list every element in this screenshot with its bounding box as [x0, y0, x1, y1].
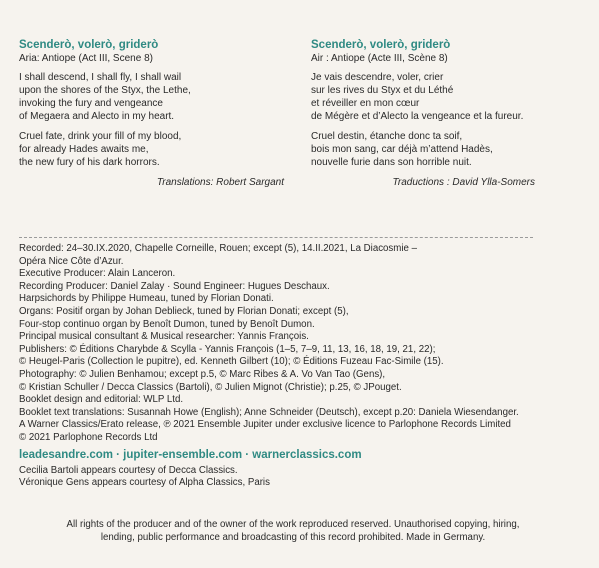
english-lyrics-column	[19, 38, 289, 189]
aria-title-french: Scenderò, volerò, griderò	[311, 39, 451, 51]
credit-line: Publishers: © Éditions Charybde & Scylla - Yannis François (1–5, 7–9, 11, 13, 16, 18, 19, 21, 22);	[19, 343, 436, 355]
translation-credit-english: Translations: Robert Sargant	[156, 177, 284, 188]
credit-line: Harpsichords by Philippe Humeau, tuned by Florian Donati.	[19, 293, 274, 305]
credit-line: Recording Producer: Daniel Zalay · Sound Engineer: Hugues Deschaux.	[19, 280, 330, 292]
lyric-line: bois mon sang, car déjà m’attend Hadès,	[311, 144, 493, 155]
rights-line: lending, public performance and broadcasting of this record prohibited. Made in Germany.	[100, 531, 486, 543]
lyric-line: upon the shores of the Styx, the Lethe,	[19, 85, 191, 96]
lyric-line: Cruel destin, étanche donc ta soif,	[311, 131, 463, 142]
credit-line: © Heugel-Paris (Collection le pupitre), ed. Kenneth Gilbert (10); © Éditions Fuzeau Fac-Simile (15).	[19, 356, 444, 368]
artist-courtesy	[19, 465, 589, 490]
lyric-line: de Mégère et d’Alecto la vengeance et la fureur.	[311, 111, 524, 122]
lyric-line: nouvelle furie dans son horrible nuit.	[311, 157, 472, 168]
lyric-line: Cruel fate, drink your fill of my blood,	[19, 131, 182, 142]
production-credits	[19, 243, 589, 490]
lyric-line: sur les rives du Styx et du Léthé	[311, 85, 454, 96]
courtesy-line: Véronique Gens appears courtesy of Alpha Classics, Paris	[19, 477, 270, 489]
website-links: leadesandre.com · jupiter-ensemble.com · warnerclassics.com	[19, 448, 362, 461]
lyric-line: the new fury of his dark horrors.	[19, 157, 160, 168]
rights-notice	[19, 519, 567, 544]
stanza-1-french	[311, 71, 581, 123]
credit-line: Four-stop continuo organ by Benoît Dumon, tuned by Benoît Dumon.	[19, 318, 315, 330]
stanza-2-english	[19, 130, 289, 169]
stanza-1-english	[19, 71, 289, 123]
aria-subtitle-french: Air : Antiope (Acte III, Scène 8)	[311, 53, 448, 64]
credit-line: Booklet design and editorial: WLP Ltd.	[19, 394, 184, 406]
credit-line: Executive Producer: Alain Lanceron.	[19, 268, 176, 280]
translation-credit-french: Traductions : David Ylla-Somers	[392, 177, 535, 188]
courtesy-line: Cecilia Bartoli appears courtesy of Decca Classics.	[19, 464, 238, 476]
section-divider	[19, 237, 533, 238]
credit-line: © Kristian Schuller / Decca Classics (Bartoli), © Julien Mignot (Christie); p.25, © JPouget.	[19, 381, 402, 393]
credit-line: Opéra Nice Côte d’Azur.	[19, 255, 124, 267]
lyric-line: I shall descend, I shall fly, I shall wail	[19, 72, 182, 83]
credit-line: Organs: Positif organ by Johan Deblieck, tuned by Florian Donati; except (5),	[19, 305, 349, 317]
credit-line: © 2021 Parlophone Records Ltd	[19, 431, 158, 443]
credit-line: A Warner Classics/Erato release, ℗ 2021 Ensemble Jupiter under exclusive licence to Parlophone Records Limited	[19, 419, 511, 431]
french-lyrics-column	[311, 38, 581, 189]
credit-line: Principal musical consultant & Musical researcher: Yannis François.	[19, 331, 309, 343]
lyric-line: Je vais descendre, voler, crier	[311, 72, 444, 83]
lyric-line: invoking the fury and vengeance	[19, 98, 163, 109]
credit-line: Recorded: 24–30.IX.2020, Chapelle Corneille, Rouen; except (5), 14.II.2021, La Diacosmie –	[19, 243, 417, 254]
lyric-line: et réveiller en mon cœur	[311, 98, 420, 109]
lyric-line: of Megaera and Alecto in my heart.	[19, 111, 175, 122]
lyric-line: for already Hades awaits me,	[19, 144, 149, 155]
aria-title-english: Scenderò, volerò, griderò	[19, 39, 159, 51]
aria-subtitle-english: Aria: Antiope (Act III, Scene 8)	[19, 53, 153, 64]
credit-line: Photography: © Julien Benhamou; except p.5, © Marc Ribes & A. Vo Van Tao (Gens),	[19, 368, 386, 380]
rights-line: All rights of the producer and of the owner of the work reproduced reserved. Unauthorised copying, hiring,	[66, 519, 520, 530]
credit-line: Booklet text translations: Susannah Howe (English); Anne Schneider (Deutsch), except p.20: Daniela Wiesendanger.	[19, 406, 519, 418]
stanza-2-french	[311, 130, 581, 169]
